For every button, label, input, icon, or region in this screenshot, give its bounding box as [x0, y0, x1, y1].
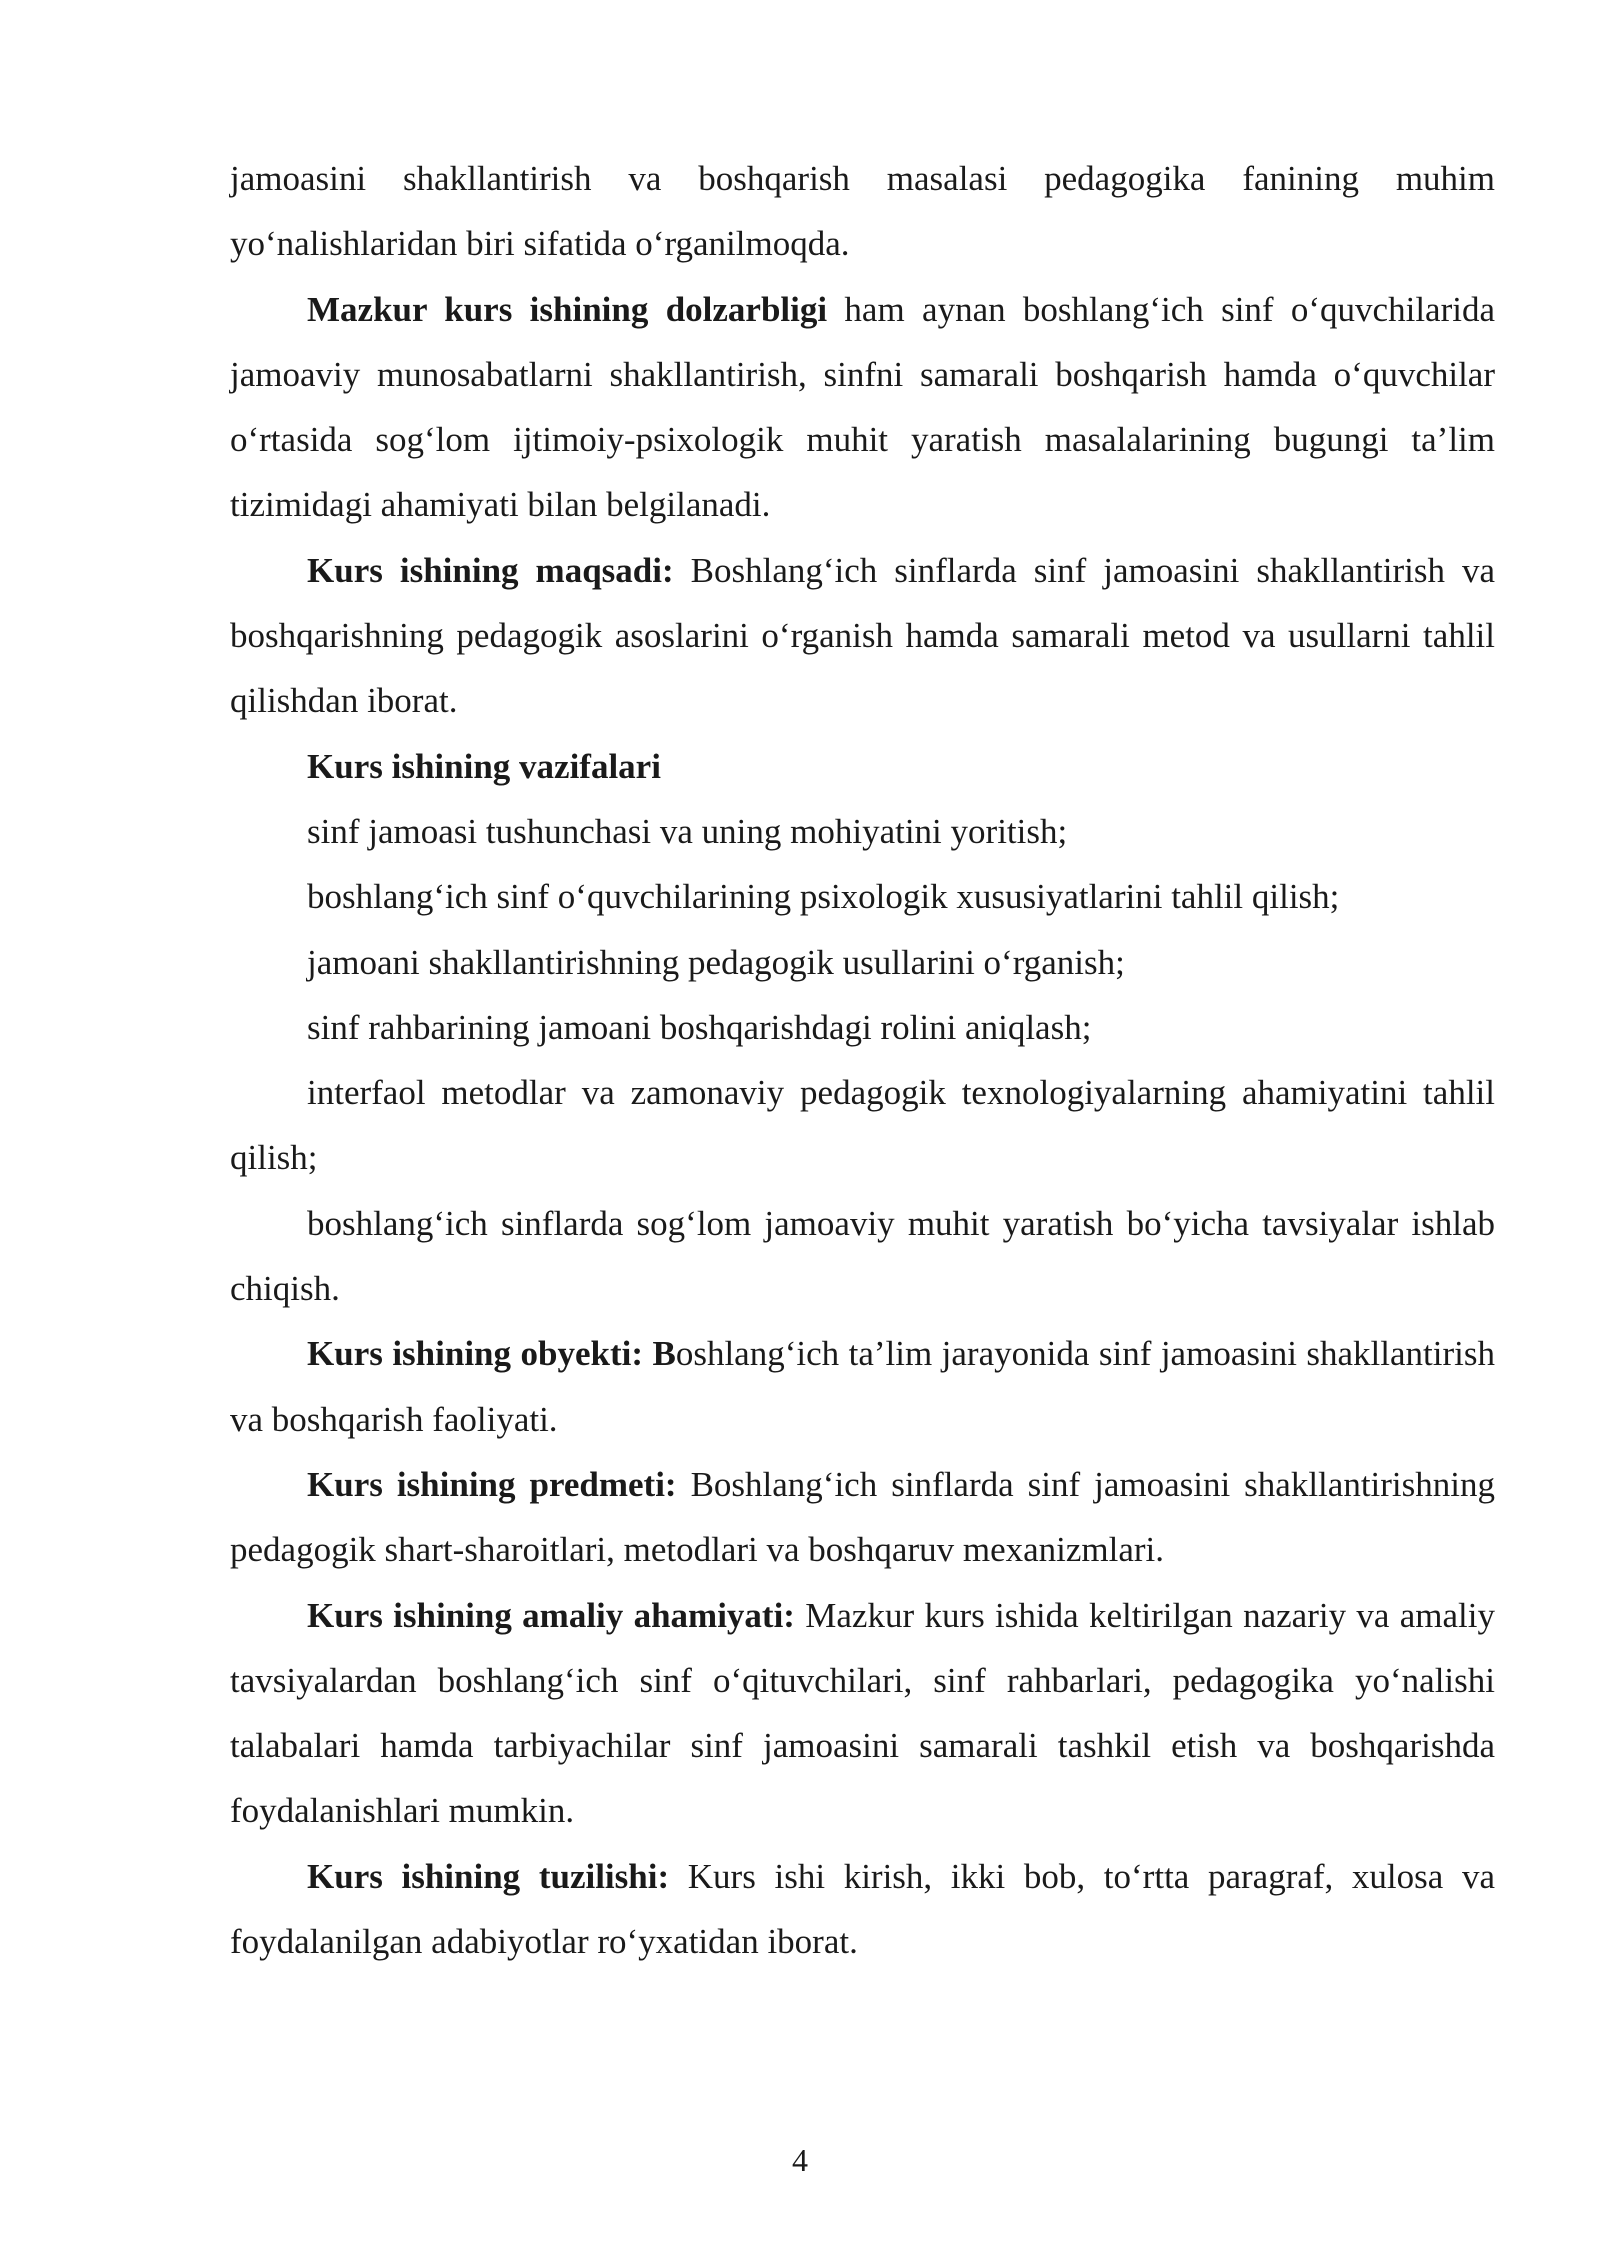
structure-label: Kurs ishining tuzilishi:: [307, 1856, 670, 1896]
relevance-text: ham aynan boshlang‘ich sinf o‘quvchilarida jamoaviy munosabatlarni shakllantirish, sinfni samarali boshqarish hamda o‘quvchilar o‘rtasida sog‘lom ijtimoiy-psixologik muhit yaratish masalalarining bugungi ta’lim tizimidagi ahamiyati bilan belgilanadi.: [230, 289, 1495, 525]
task-item: boshlang‘ich sinflarda sog‘lom jamoaviy muhit yaratish bo‘yicha tavsiyalar ishlab chiqish.: [230, 1203, 1495, 1309]
object-label: Kurs ishining obyekti: B: [307, 1334, 676, 1374]
structure-paragraph: [230, 1844, 1495, 1975]
task-item: boshlang‘ich sinf o‘quvchilarining psixologik xususiyatlarini tahlil qilish;: [307, 877, 1340, 917]
tasks-heading: Kurs ishining vazifalari: [307, 746, 661, 786]
relevance-paragraph: [230, 277, 1495, 538]
object-paragraph: [230, 1321, 1495, 1452]
intro-text: jamoasini shakllantirish va boshqarish masalasi pedagogika fanining muhim yo‘nalishlaridan biri sifatida o‘rganilmoqda.: [230, 159, 1495, 264]
task-item: sinf jamoasi tushunchasi va uning mohiyatini yoritish;: [307, 811, 1068, 851]
intro-paragraph: [230, 146, 1495, 277]
goal-paragraph: [230, 538, 1495, 734]
practical-paragraph: [230, 1583, 1495, 1844]
page-number: 4: [792, 2142, 808, 2178]
subject-label: Kurs ishining predmeti:: [307, 1464, 677, 1504]
goal-text: Boshlang‘ich sinflarda sinf jamoasini shakllantirish va boshqarishning pedagogik asoslarini o‘rganish hamda samarali metod va usullarni tahlil qilishdan iborat.: [230, 550, 1495, 721]
structure-text: Kurs ishi kirish, ikki bob, to‘rtta paragraf, xulosa va foydalanilgan adabiyotlar ro‘yxatidan iborat.: [230, 1856, 1495, 1962]
goal-label: Kurs ishining maqsadi:: [307, 550, 674, 590]
task-item: sinf rahbarining jamoani boshqarishdagi rolini aniqlash;: [307, 1007, 1092, 1047]
practical-label: Kurs ishining amaliy ahamiyati:: [307, 1595, 795, 1635]
practical-text: Mazkur kurs ishida keltirilgan nazariy va amaliy tavsiyalardan boshlang‘ich sinf o‘qituvchilari, sinf rahbarlari, pedagogika yo‘nalishi talabalari hamda tarbiyachilar sinf jamoasini samarali tashkil etish va boshqarishda foydalanishlari mumkin.: [230, 1595, 1495, 1831]
object-text: oshlang‘ich ta’lim jarayonida sinf jamoasini shakllantirish va boshqarish faoliyati.: [230, 1334, 1495, 1439]
document-page: [230, 146, 1495, 1974]
subject-text: Boshlang‘ich sinflarda sinf jamoasini shakllantirishning pedagogik shart-sharoitlari, metodlari va boshqaruv mexanizmlari.: [230, 1464, 1495, 1570]
subject-paragraph: [230, 1452, 1495, 1583]
relevance-label: Mazkur kurs ishining dolzarbligi: [307, 289, 828, 329]
task-item: jamoani shakllantirishning pedagogik usullarini o‘rganish;: [307, 942, 1125, 982]
task-item: interfaol metodlar va zamonaviy pedagogik texnologiyalarning ahamiyatini tahlil qilish;: [230, 1073, 1495, 1178]
